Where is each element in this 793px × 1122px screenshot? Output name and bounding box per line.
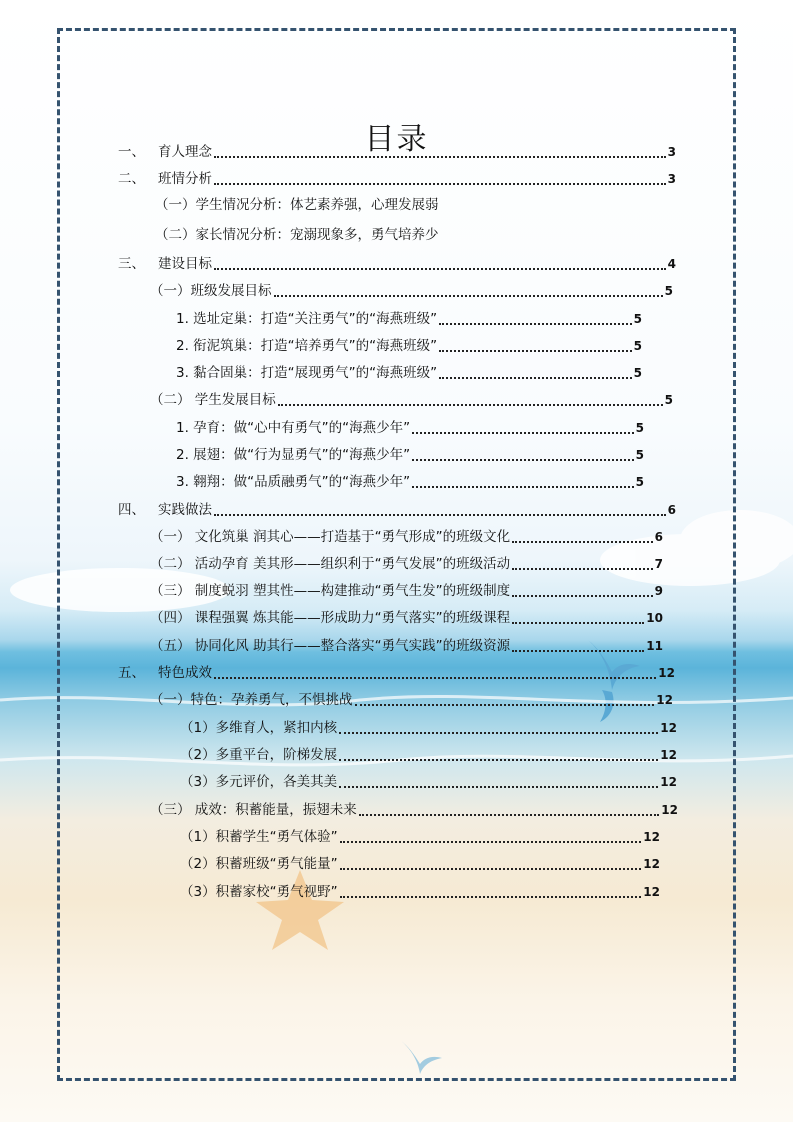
toc-page-number: 4: [667, 257, 676, 271]
toc-entry-label: （三） 制度蜕羽 塑其性——构建推动“勇气生发”的班级制度: [150, 583, 511, 599]
dot-leader: [355, 691, 655, 706]
dot-leader: [214, 501, 666, 516]
toc-page-number: 3: [667, 172, 676, 186]
toc-entry[interactable]: [150, 636, 663, 656]
toc-entry-label: 建设目标: [158, 256, 212, 272]
toc-entry-label: （1）积蓄学生“勇气体验”: [180, 829, 338, 845]
toc-entry-label: （2）积蓄班级“勇气能量”: [180, 856, 338, 872]
dot-leader: [214, 170, 666, 185]
toc-entry-label: （二） 活动孕育 美其形——组织利于“勇气发展”的班级活动: [150, 556, 511, 572]
toc-entry-number: 三、: [118, 256, 145, 272]
dot-leader: [340, 883, 642, 898]
toc-entry-label: （一） 文化筑巢 润其心——打造基于“勇气形成”的班级文化: [150, 529, 511, 545]
toc-entry-label: （3）多元评价，各美其美: [180, 774, 338, 790]
toc-page-number: 6: [667, 503, 676, 517]
toc-page-number: 5: [635, 448, 644, 462]
toc-entry[interactable]: [150, 800, 678, 820]
dot-leader: [439, 310, 631, 325]
toc-subheading: （一）学生情况分析：体艺素养强，心理发展弱: [155, 197, 439, 213]
toc-entry-label: （三） 成效：积蓄能量，振翅未来: [150, 802, 357, 818]
toc-page-number: 12: [658, 666, 675, 680]
toc-title: 目录: [364, 122, 429, 158]
toc-page-number: 11: [646, 639, 663, 653]
dot-leader: [512, 609, 644, 624]
toc-subheading: （二）家长情况分析：宠溺现象多，勇气培养少: [155, 227, 439, 243]
toc-page-number: 5: [633, 366, 642, 380]
toc-entry-label: （2）多重平台，阶梯发展: [180, 747, 338, 763]
dot-leader: [412, 473, 633, 488]
toc-entry[interactable]: [176, 418, 644, 438]
dot-leader: [412, 446, 633, 461]
toc-entry[interactable]: [176, 363, 642, 383]
toc-page-number: 5: [633, 339, 642, 353]
toc-entry[interactable]: [118, 663, 675, 683]
toc-page-number: 7: [654, 557, 663, 571]
toc-page-number: 5: [664, 284, 673, 298]
dot-leader: [512, 528, 653, 543]
toc-entry-label: 3. 翱翔：做“品质融勇气”的“海燕少年”: [176, 474, 411, 490]
toc-page-number: 5: [664, 393, 673, 407]
toc-entry-label: 2. 衔泥筑巢：打造“培养勇气”的“海燕班级”: [176, 338, 438, 354]
toc-entry[interactable]: [150, 690, 673, 710]
toc-entry-label: 1. 孕育：做“心中有勇气”的“海燕少年”: [176, 420, 411, 436]
toc-entry-label: 1. 选址定巢：打造“关注勇气”的“海燕班级”: [176, 311, 438, 327]
toc-entry[interactable]: [180, 772, 677, 792]
toc-entry[interactable]: [180, 745, 677, 765]
toc-entry-label: 3. 黏合固巢：打造“展现勇气”的“海燕班级”: [176, 365, 438, 381]
toc-page-number: 10: [646, 611, 663, 625]
toc-entry-label: （3）积蓄家校“勇气视野”: [180, 884, 338, 900]
toc-entry[interactable]: [176, 472, 644, 492]
toc-page-number: 12: [661, 803, 678, 817]
toc-page-number: 5: [635, 475, 644, 489]
dot-leader: [214, 664, 656, 679]
toc-entry-number: 五、: [118, 665, 145, 681]
dot-leader: [278, 391, 663, 406]
toc-entry-label: （四） 课程强翼 炼其能——形成助力“勇气落实”的班级课程: [150, 610, 511, 626]
toc-entry-label: （1）多维育人，紧扣内核: [180, 720, 338, 736]
dot-leader: [439, 337, 631, 352]
toc-page-number: 12: [660, 775, 677, 789]
dot-leader: [339, 719, 658, 734]
toc-entry-label: （一）特色：孕养勇气，不惧挑战: [150, 692, 353, 708]
toc-entry-label: 实践做法: [158, 502, 212, 518]
toc-entry[interactable]: [180, 827, 660, 847]
dot-leader: [340, 828, 642, 843]
dot-leader: [359, 801, 660, 816]
toc-entry[interactable]: [150, 554, 663, 574]
toc-entry[interactable]: [150, 390, 673, 410]
toc-page-number: 5: [635, 421, 644, 435]
dot-leader: [214, 143, 666, 158]
toc-entry-number: 四、: [118, 502, 145, 518]
dot-leader: [512, 582, 653, 597]
toc-entry-number: 二、: [118, 171, 145, 187]
toc-entry-label: 特色成效: [158, 665, 212, 681]
toc-entry-number: 一、: [118, 144, 145, 160]
dot-leader: [339, 746, 658, 761]
dot-leader: [214, 255, 666, 270]
toc-page-number: 6: [654, 530, 663, 544]
dot-leader: [512, 637, 644, 652]
toc-entry-label: （五） 协同化风 助其行——整合落实“勇气实践”的班级资源: [150, 638, 511, 654]
dot-leader: [412, 419, 633, 434]
toc-page-number: 3: [667, 145, 676, 159]
toc-page-number: 12: [643, 885, 660, 899]
toc-page-number: 12: [643, 857, 660, 871]
toc-page-number: 5: [633, 312, 642, 326]
toc-page-number: 12: [643, 830, 660, 844]
dot-leader: [512, 555, 653, 570]
toc-entry-label: （一）班级发展目标: [150, 283, 272, 299]
toc-entry[interactable]: [150, 527, 663, 547]
toc-entry-label: （二） 学生发展目标: [150, 392, 276, 408]
toc-page-number: 12: [660, 721, 677, 735]
toc-entry[interactable]: [150, 281, 673, 301]
toc-page-number: 12: [660, 748, 677, 762]
dot-leader: [274, 282, 663, 297]
toc-entry[interactable]: [118, 169, 676, 189]
toc-entry[interactable]: [118, 254, 676, 274]
toc-entry[interactable]: [180, 882, 660, 902]
toc-page-number: 9: [654, 584, 663, 598]
toc-entry[interactable]: [118, 142, 676, 162]
toc-entry[interactable]: [176, 309, 642, 329]
toc-entry[interactable]: [150, 581, 663, 601]
toc-entry[interactable]: [180, 854, 660, 874]
toc-entry-label: 育人理念: [158, 144, 212, 160]
dot-leader: [439, 364, 631, 379]
dot-leader: [340, 855, 642, 870]
dot-leader: [339, 773, 658, 788]
toc-entry[interactable]: [150, 608, 663, 628]
toc-entry[interactable]: [176, 336, 642, 356]
toc-entry[interactable]: [180, 718, 677, 738]
toc-entry[interactable]: [176, 445, 644, 465]
toc-page-number: 12: [656, 693, 673, 707]
toc-entry-label: 2. 展翅：做“行为显勇气”的“海燕少年”: [176, 447, 411, 463]
toc-entry[interactable]: [118, 500, 676, 520]
toc-entry-label: 班情分析: [158, 171, 212, 187]
